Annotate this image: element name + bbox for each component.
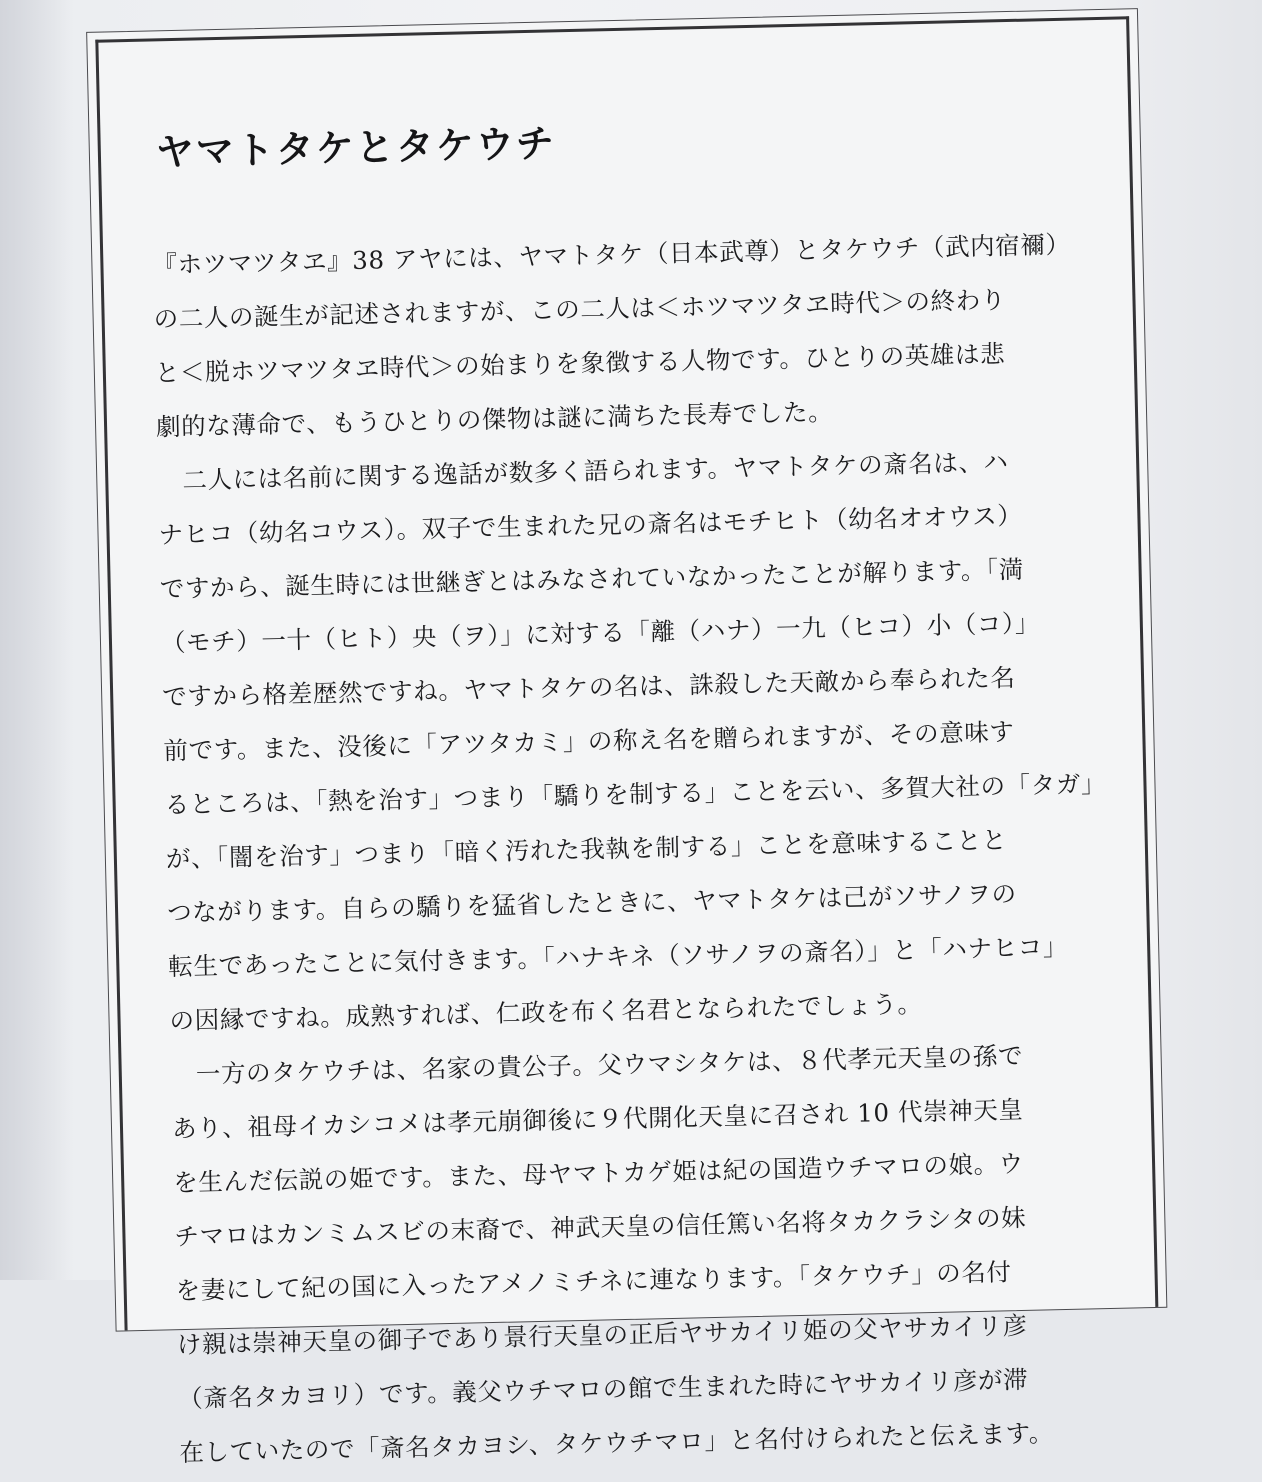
body-text [152,217,1136,1480]
text-line: を生んだ伝説の姫です。また、母ヤマトカゲ姫は紀の国造ウチマロの娘。ウ [172,1148,1025,1198]
text-line: 一方のタケウチは、名家の貴公子。父ウマシタケは、８代孝元天皇の孫で [170,1040,1024,1090]
text-line: 前です。また、没後に「アツタカミ」の称え名を贈られますが、その意味す [163,717,1015,766]
text-line: 二人には名前に関する逸話が数多く語られます。ヤマトタケの斎名は、ハ [157,447,1009,496]
text-line: 在していたので「斎名タカヨシ、タケウチマロ」と名付けられたと伝えます。 [179,1418,1055,1468]
paragraph [152,217,1113,455]
text-line: ですから、誕生時には世継ぎとはみなされていなかったことが解ります。「満 [159,554,1025,604]
text-line: が、「闇を治す」つまり「暗く汚れた我執を制する」ことを意味することと [165,825,1008,874]
text-line: ナヒコ（幼名コウス）。双子で生まれた兄の斎名はモチヒト（幼名オオウス） [158,500,1023,550]
text-line: るところは、「熱を治す」つまり「驕りを制する」ことを云い、多賀大社の「タガ」 [164,768,1107,820]
text-line: ですから格差歴然ですね。ヤマトタケの名は、誅殺した天敵から奉られた名 [161,663,1016,712]
text-line: の因縁ですね。成熟すれば、仁政を布く名君となられたでしょう。 [169,989,923,1036]
page-title: ヤマトタケとタケウチ [155,121,557,175]
text-line: を妻にして紀の国に入ったアメノミチネに連なります。「タケウチ」の名付 [175,1257,1012,1306]
text-line: あり、祖母イカシコメは孝元崩御後に９代開化天皇に召され 10 代崇神天皇 [171,1094,1024,1144]
paragraph [157,433,1126,1049]
text-line: け親は崇神天皇の御子であり景行天皇の正后ヤサカイリ姫の父ヤサカイリ彦 [176,1310,1029,1360]
text-line: チマロはカンミムスビの末裔で、神武天皇の信任篤い名将タカクラシタの妹 [174,1202,1027,1252]
text-line: （斎名タカヨリ）です。義父ウチマロの館で生まれた時にヤサカイリ彦が滞 [177,1364,1029,1414]
paragraph [170,1027,1136,1481]
text-line: （モチ）一十（ヒト）央（ヲ）」に対する「離（ハナ）一九（ヒコ）小（コ）」 [160,608,1041,658]
text-line: つながります。自らの驕りを猛省したときに、ヤマトタケは己がソサノヲの [166,879,1017,928]
text-line: の二人の誕生が記述されますが、この二人は＜ホツマツタヱ時代＞の終わり [153,285,1007,334]
text-line: と＜脱ホツマツタヱ時代＞の始まりを象徴する人物です。ひとりの英雄は悲 [154,339,1006,388]
text-line: 『ホツマツタヱ』38 アヤには、ヤマトタケ（日本武尊）とタケウチ（武内宿禰） [152,229,1071,280]
page-gutter-shadow [0,0,70,1280]
frame-content [149,100,1136,1480]
text-line: 劇的な薄命で、もうひとりの傑物は謎に満ちた長寿でした。 [155,397,834,442]
text-frame [86,8,1167,1468]
text-line: 転生であったことに気付きます。「ハナキネ（ソサノヲの斎名）」と「ハナヒコ」 [168,931,1069,982]
